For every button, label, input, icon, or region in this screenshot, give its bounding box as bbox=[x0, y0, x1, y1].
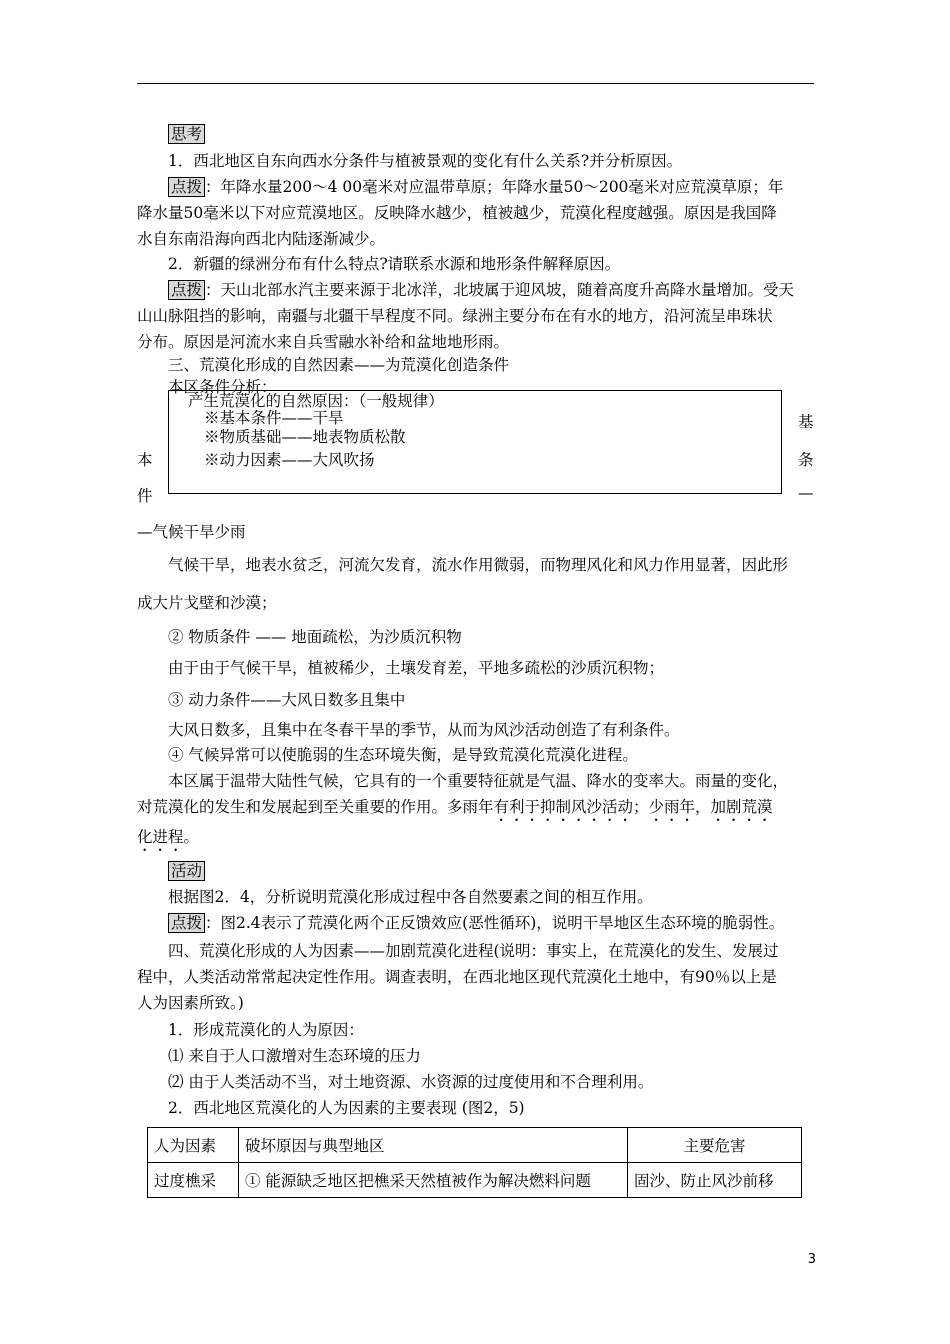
human-factors-table bbox=[147, 1127, 802, 1198]
condition-4: ④ 气候异常可以使脆弱的生态环境失衡，是导致荒漠化荒漠化进程。 bbox=[168, 746, 638, 764]
side-char: 本 bbox=[137, 451, 153, 469]
hint-2-line3: 分布。原因是河流水来自兵雪融水补给和盆地地形雨。 bbox=[137, 333, 510, 351]
table-header-row bbox=[148, 1128, 802, 1163]
para-4-line3: 化进程。 bbox=[137, 828, 200, 846]
para-2: 由于由于气候干旱，植被稀少，土壤发育差，平地多疏松的沙质沉积物； bbox=[168, 659, 665, 677]
para-3: 大风日数多，且集中在冬春干旱的季节，从而为风沙活动创造了有利条件。 bbox=[168, 721, 680, 739]
condition-3: ③ 动力条件——大风日数多且集中 bbox=[168, 691, 406, 709]
condition-2: ② 物质条件 —— 地面疏松，为沙质沉积物 bbox=[168, 628, 462, 646]
item-1: 1．形成荒漠化的人为原因： bbox=[168, 1021, 364, 1039]
table-header: 破坏原因与典型地区 bbox=[239, 1128, 628, 1163]
item-2: 2．西北地区荒漠化的人为因素的主要表现 (图2，5) bbox=[168, 1099, 525, 1117]
side-char: 条 bbox=[798, 451, 814, 469]
hint-1-line3: 水自东南沿海向西北内陆逐渐减少。 bbox=[137, 230, 386, 248]
hint-1: 点拨 ：年降水量200～4 00毫米对应温带草原；年降水量50～200毫米对应荒漠草原；年 bbox=[168, 176, 783, 198]
table-row bbox=[148, 1163, 802, 1198]
section-3-sub: 本区条件分析： bbox=[168, 378, 277, 396]
hint-2: 点拨 ：天山北部水汽主要来源于北冰洋，北坡属于迎风坡，随着高度升高降水量增加。受天 bbox=[168, 279, 794, 301]
hint-label: 点拨 bbox=[168, 280, 205, 300]
item-1b: ⑵ 由于人类活动不当，对土地资源、水资源的过度使用和不合理利用。 bbox=[168, 1073, 654, 1091]
activity-hint: 点拨 ：图2.4表示了荒漠化两个正反馈效应(恶性循环)，说明干旱地区生态环境的脆弱性。 bbox=[168, 912, 784, 934]
basic-condition: —气候干旱少雨 bbox=[137, 523, 246, 541]
header-rule bbox=[137, 83, 814, 84]
hint-label: 点拨 bbox=[168, 913, 205, 933]
question-2: 2．新疆的绿洲分布有什么特点?请联系水源和地形条件解释原因。 bbox=[168, 255, 621, 273]
box-item-3: ※动力因素——大风吹扬 bbox=[204, 451, 375, 469]
hint-1-line2: 降水量50毫米以下对应荒漠地区。反映降水越少，植被越少，荒漠化程度越强。原因是我国降 bbox=[137, 204, 777, 222]
question-1: 1．西北地区自东向西水分条件与植被景观的变化有什么关系?并分析原因。 bbox=[168, 152, 683, 170]
box-item-2: ※物质基础——地表物质松散 bbox=[204, 428, 406, 446]
table-header: 人为因素 bbox=[148, 1128, 239, 1163]
hint-label: 点拨 bbox=[168, 177, 205, 197]
para-4-line2: 对荒漠化的发生和发展起到至关重要的作用。多雨年有利于抑制风沙活动；少雨年，加剧荒漠 bbox=[137, 798, 773, 816]
table-cell: 固沙、防止风沙前移 bbox=[628, 1163, 802, 1198]
activity-label: 活动 bbox=[168, 860, 205, 882]
side-char: 件 bbox=[137, 487, 153, 505]
section-4-line3: 人为因素所致。) bbox=[137, 994, 244, 1012]
side-char: 基 bbox=[798, 413, 814, 431]
table-cell: 过度樵采 bbox=[148, 1163, 239, 1198]
para-4-line1: 本区属于温带大陆性气候，它具有的一个重要特征就是气温、降水的变率大。雨量的变化， bbox=[168, 772, 789, 790]
item-1a: ⑴ 来自于人口激增对生态环境的压力 bbox=[168, 1047, 421, 1065]
para-1-line1: 气候干旱，地表水贫乏，河流欠发育，流水作用微弱，而物理风化和风力作用显著，因此形 bbox=[168, 556, 789, 574]
side-char: — bbox=[798, 484, 814, 502]
section-4-line2: 程中，人类活动常常起决定性作用。调查表明，在西北地区现代荒漠化土地中，有90％以上是 bbox=[137, 968, 777, 986]
hint-2-line2: 山山脉阻挡的影响，南疆与北疆干旱程度不同。绿洲主要分布在有水的地方，沿河流呈串珠状 bbox=[137, 307, 773, 325]
box-title: 产生荒漠化的自然原因：（一般规律） bbox=[188, 392, 444, 410]
box-item-1: ※基本条件——干旱 bbox=[204, 409, 344, 427]
section-4-line1: 四、荒漠化形成的人为因素——加剧荒漠化进程(说明：事实上，在荒漠化的发生、发展过 bbox=[168, 942, 779, 960]
section-3-heading: 三、荒漠化形成的自然因素——为荒漠化创造条件 bbox=[168, 356, 510, 374]
table-header: 主要危害 bbox=[628, 1128, 802, 1163]
think-label: 思考 bbox=[168, 123, 205, 145]
para-1-line2: 成大片戈壁和沙漠； bbox=[137, 594, 277, 612]
table-cell: ① 能源缺乏地区把樵采天然植被作为解决燃料问题 bbox=[239, 1163, 628, 1198]
activity-text: 根据图2．4，分析说明荒漠化形成过程中各自然要素之间的相互作用。 bbox=[168, 888, 653, 906]
page-number: 3 bbox=[807, 1252, 816, 1267]
